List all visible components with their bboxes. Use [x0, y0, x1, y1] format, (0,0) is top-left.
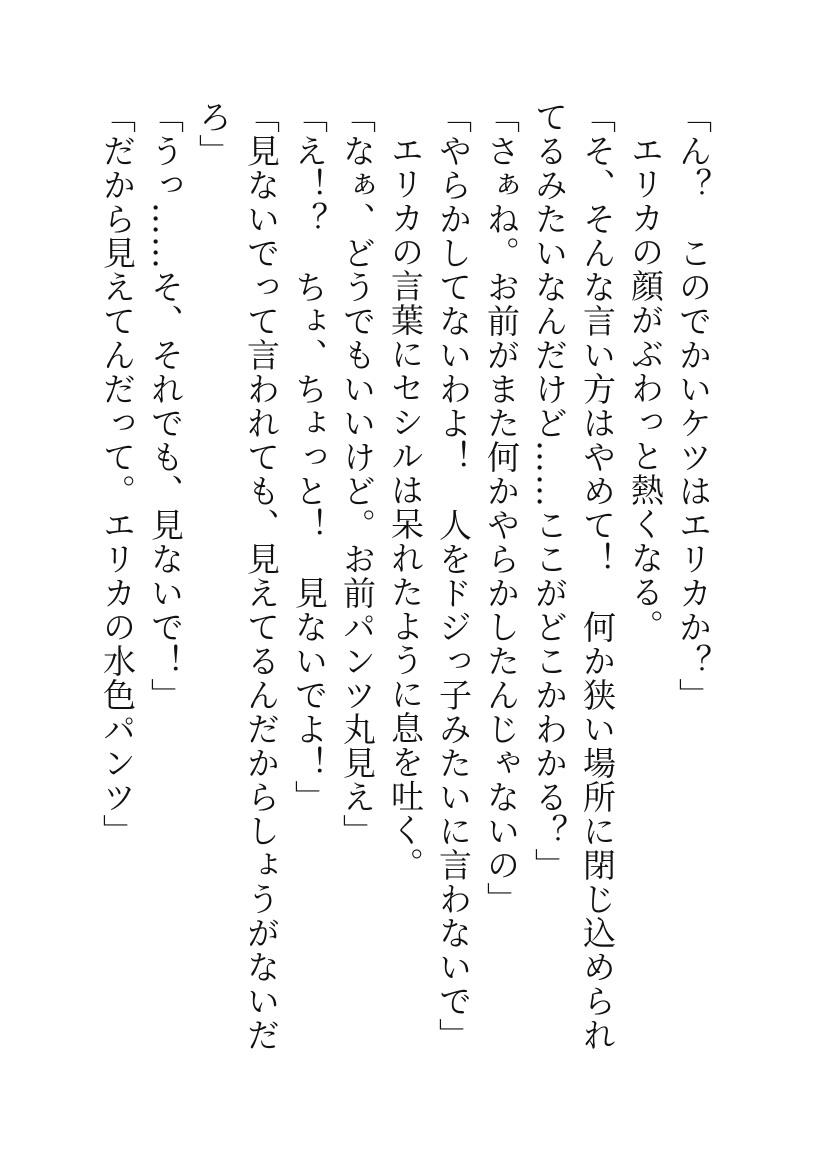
- text-line: 「やらかしてないわよ！ 人をドジっ子みたいに言わないで」: [434, 100, 473, 1052]
- text-line: 「見ないでって言われても、見えてるんだからしょうがないだろ」: [194, 100, 281, 1052]
- text-line: 「だから見えてんだって。エリカの水色パンツ」: [98, 100, 137, 848]
- text-line: 「さぁね。お前がまた何かやらかしたんじゃないの」: [482, 100, 521, 916]
- text-line: 「ん？ このでかいケツはエリカか？」: [674, 100, 713, 712]
- text-line: 「うっ……そ、それでも、見ないで！」: [146, 100, 185, 712]
- text-line: 「え！？ ちょ、ちょっと！ 見ないでよ！」: [290, 100, 329, 814]
- text-line: エリカの言葉にセシルは呆れたように息を吐く。: [386, 133, 425, 881]
- text-line: 「そ、そんな言い方はやめて！ 何か狭い場所に閉じ込められてるみたいなんだけど……ここがどこかわかる？」: [530, 100, 617, 1052]
- vertical-text-body: [93, 100, 717, 1060]
- text-line: エリカの顔がぶわっと熱くなる。: [626, 133, 665, 643]
- text-line: 「なぁ、どうでもいいけど。お前パンツ丸見え」: [338, 100, 377, 848]
